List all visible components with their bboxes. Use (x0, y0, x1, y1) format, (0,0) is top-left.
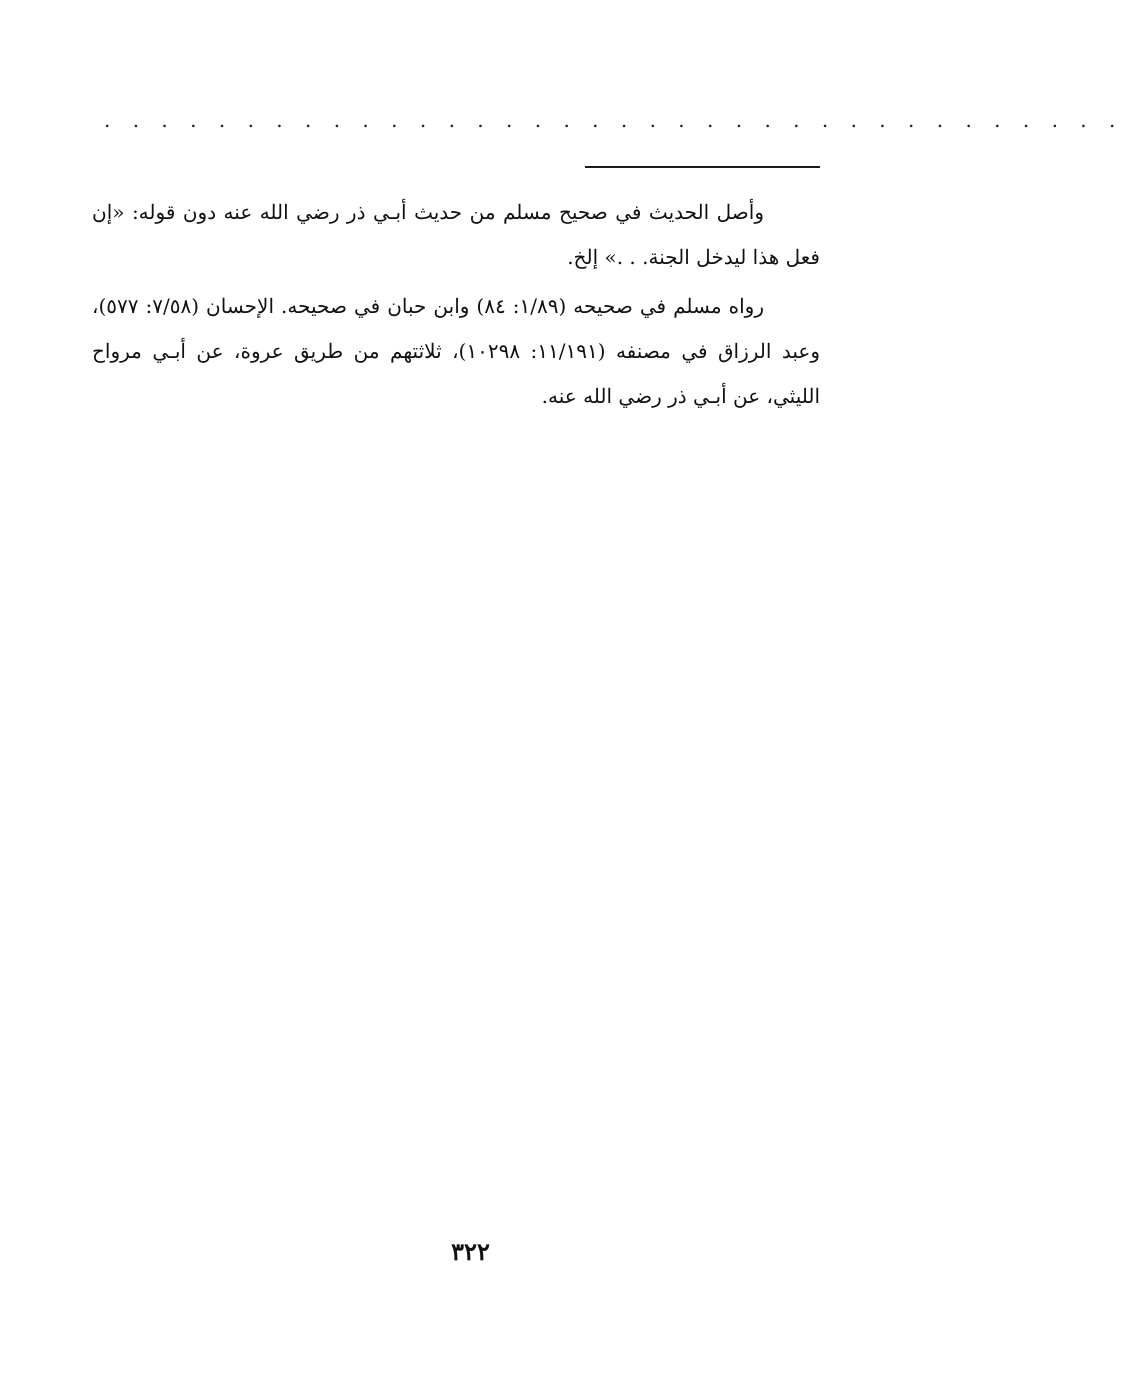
footnote-paragraph: رواه مسلم في صحيحه (١/٨٩: ٨٤) وابن حبان في صحيحه. الإحسان (٧/٥٨: ٥٧٧)، وعبد الرزاق في مصنفه (١١/١٩١: ١٠٢٩٨)، ثلاثتهم من طريق عروة، عن أبـي مرواح الليثي، عن أبـي ذر رضي الله عنه. (92, 294, 820, 408)
footnote-separator-rule (585, 166, 820, 168)
footnote-paragraph: وأصل الحديث في صحيح مسلم من حديث أبـي ذر رضي الله عنه دون قوله: «إن فعل هذا ليدخل الجنة. . .» إلخ. (92, 200, 820, 269)
ellipsis-dots-line: . . . . . . . . . . . . . . . . . . . . . . . . . . . . . . . . . . . . (104, 108, 1123, 132)
footnotes-section (92, 190, 820, 423)
page-number: ٣٢٢ (451, 1237, 490, 1266)
